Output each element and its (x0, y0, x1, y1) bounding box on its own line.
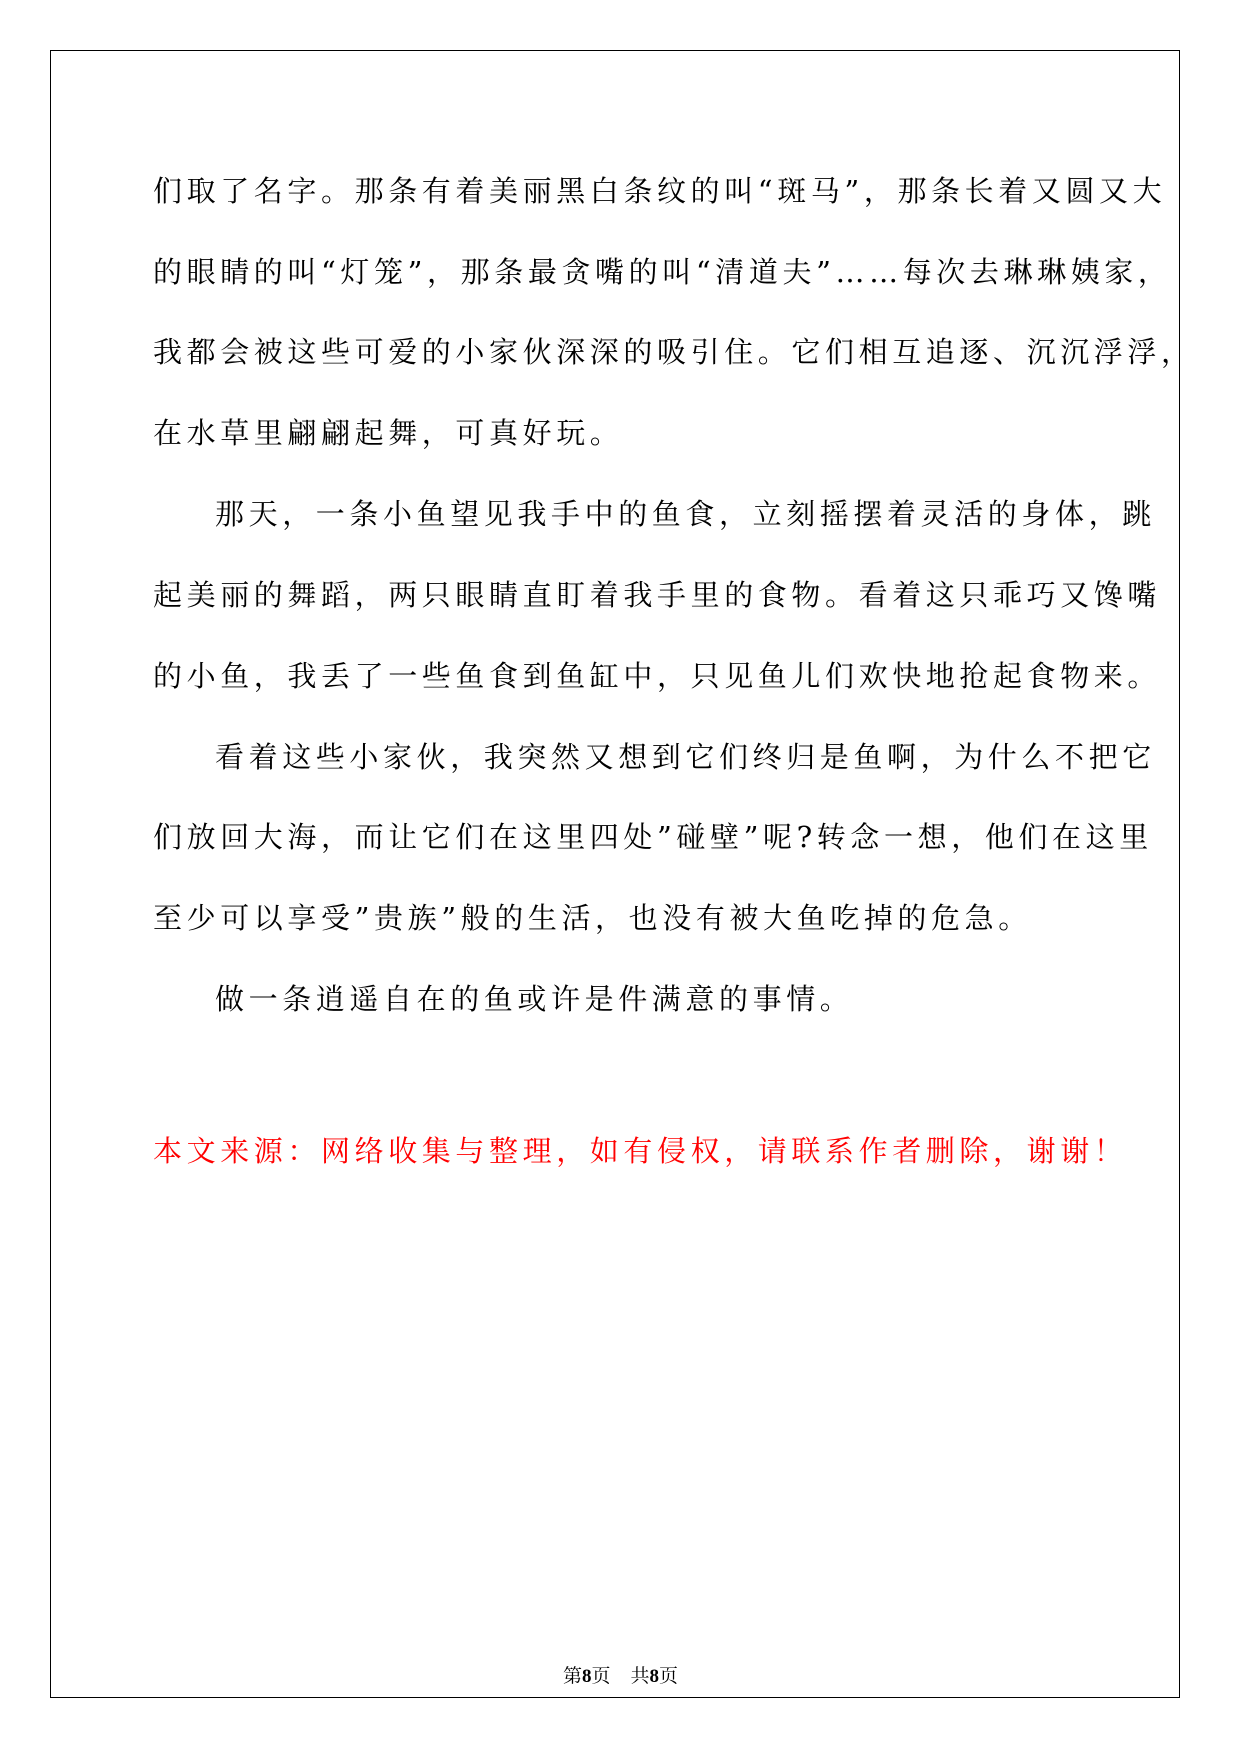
paragraph-line: 那天，一条小鱼望见我手中的鱼食，立刻摇摆着灵活的身体，跳 (215, 497, 1156, 531)
paragraph-line: 的眼睛的叫“灯笼”，那条最贪嘴的叫“清道夫”……每次去琳琳姨家， (153, 255, 1172, 289)
paragraph-line: 起美丽的舞蹈，两只眼睛直盯着我手里的食物。看着这只乖巧又馋嘴 (153, 578, 1162, 612)
total-pages: 8 (649, 1666, 660, 1687)
page-suffix: 页 (591, 1665, 611, 1687)
paragraph-line: 至少可以享受”贵族”般的生活，也没有被大鱼吃掉的危急。 (153, 901, 1032, 935)
total-suffix: 页 (659, 1665, 679, 1687)
paragraph-line: 我都会被这些可爱的小家伙深深的吸引住。它们相互追逐、沉沉浮浮， (153, 335, 1195, 369)
paragraph-line: 的小鱼，我丢了一些鱼食到鱼缸中，只见鱼儿们欢快地抢起食物来。 (153, 659, 1162, 693)
paragraph-line: 们放回大海，而让它们在这里四处”碰壁”呢?转念一想，他们在这里 (153, 820, 1153, 854)
total-prefix: 共 (630, 1665, 650, 1687)
paragraph-line: 看着这些小家伙，我突然又想到它们终归是鱼啊，为什么不把它 (215, 740, 1156, 774)
page-footer (0, 1663, 1241, 1690)
page-prefix: 第 (562, 1665, 582, 1687)
page-number: 8 (581, 1666, 592, 1687)
paragraph-line: 们取了名字。那条有着美丽黑白条纹的叫“斑马”，那条长着又圆又大 (153, 174, 1167, 208)
paragraph-line: 做一条逍遥自在的鱼或许是件满意的事情。 (215, 982, 854, 1016)
page-border (50, 50, 1180, 1698)
paragraph-line: 在水草里翩翩起舞，可真好玩。 (153, 416, 624, 450)
source-note: 本文来源：网络收集与整理，如有侵权，请联系作者删除，谢谢！ (153, 1134, 1128, 1168)
